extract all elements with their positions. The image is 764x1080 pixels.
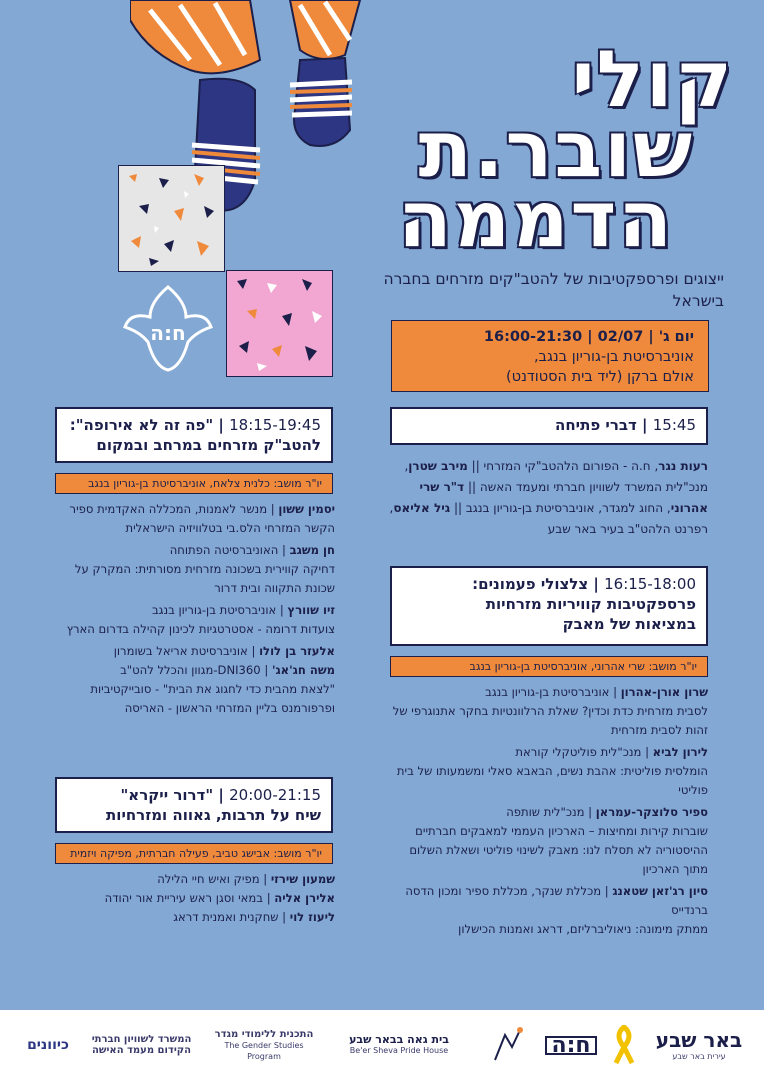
session1-chair: יו"ר מושב: שרי אהרוני, אוניברסיטת בן-גוריון בנגב — [390, 656, 708, 677]
logo-gender-studies: התכנית ללימודי מגדר The Gender Studies Program — [214, 1028, 314, 1061]
hamsa-icon — [120, 282, 216, 372]
logo-ministry: המשרד לשוויון חברתי הקידום מעמד האישה — [91, 1034, 192, 1056]
talk-item: שרון אורן-אהרון | אוניברסיטת בן-גוריון בנגב לסבית מזרחית כדת וכדין? שאלת הרלוונטיות בחקר אתנוגרפי של זהות לסבית מזרחית — [392, 685, 708, 737]
talk-item: שמעון שירזי | מפיק ואיש חיי הלילה — [157, 872, 335, 886]
logo-pride-house: בית גאה בבאר שבע Be'er Sheva Pride House — [349, 1033, 449, 1055]
session3-talks — [55, 870, 335, 927]
session3-time: 20:00-21:15 — [229, 786, 321, 804]
session3-box: 20:00-21:15 | "דרור ייקרא" שיח על תרבות, גאווה ומזרחיות — [55, 777, 333, 833]
talk-item: זיו שוורץ | אוניברסיטת בן-גוריון בנגב צועדות דרומה - אסטרטגיות לכינון קהילה בדרום הארץ — [66, 603, 335, 636]
talk-item: חן משגב | האוניברסיטה הפתוחה דחיקה קווירית בשכונה מזרחית מסורתית: המקרק על שכונת התקווה ובית דרור — [74, 543, 335, 595]
title-line-3: הדממה — [398, 175, 674, 265]
opening-title: דברי פתיחה — [555, 416, 637, 434]
talk-item: אלעזר בן לולו | אוניברסיטת אריאל בשומרון — [113, 644, 335, 658]
session2-time: 18:15-19:45 — [229, 416, 321, 434]
talk-item: משה חג'אג' | DNI360-מגוון והכלל להט"ב "לצאת מהבית כדי לחגוג את הבית" - סובייקטיביות ופרפורמנס בליין המזרחי הראשון - האריסה — [90, 663, 335, 715]
opening-time: 15:45 — [652, 416, 696, 434]
logo-route — [482, 1022, 532, 1068]
talk-item: ספיר סלוצקר-עמראן | מנכ"לית שותפה שוברות קירות ומחיצות – הארכיון העממי למאבקים חברתיים ההיסטוריה לא תסלח לנו: מאבק לשינוי פוליטי ושאלת השלום מתוך הארכיון — [409, 805, 708, 876]
session3-title: "דרור ייקרא" — [120, 786, 214, 804]
event-place-2: אולם ברקן (ליד בית הסטודנט) — [506, 369, 694, 385]
logo-kivunim: כיוונים — [27, 1036, 69, 1053]
session1-title: צלצולי פעמונים: — [472, 575, 589, 593]
title-line-1: קולי — [571, 35, 734, 125]
subtitle: ייצוגים ופרספקטיבות של להטב"קים מזרחים בחברה בישראל — [383, 270, 724, 310]
logo-beer-sheva: באר שבע עירית באר שבע — [655, 1027, 743, 1061]
speaker-name: מירב שטרן — [408, 459, 468, 473]
opening-speakers: רעות נגר, ח.ה - הפורום הלהטב"קי המזרחי || מירב שטרן, מנכ"לית המשרד לשוויון חברתי ומעמד האשה || ד"ר שרי אהרוני, החוג למגדר, אוניברסיטת בן-גוריון בנגב || גיל אליאס, רפרנט הלהט"ב בעיר באר שבע — [389, 459, 708, 536]
event-place-1: אוניברסיטת בן-גוריון בנגב, — [533, 349, 694, 365]
svg-text:ח:ה: ח:ה — [150, 321, 186, 345]
talk-item: סיון רג'זאן שטאנג | מכללת שנקר, מכללת ספיר ומכון הדסה ברנדייס ממתק מימונה: ניאוליברליזם, דראג ואמנות הכישלון — [405, 884, 708, 936]
session1-talks — [388, 683, 708, 942]
title-line-2: שובר.ת — [418, 105, 694, 195]
session2-chair: יו"ר מושב: כלנית צלאח, אוניברסיטת בן-גוריון בנגב — [55, 473, 333, 494]
speaker-name: גיל אליאס — [393, 501, 451, 515]
terrazzo-tile-gray — [118, 165, 225, 272]
talk-item: יסמין ששון | מנשר לאמנות, המכללה האקדמית ספיר הקשר המזרחי הלס.בי בטלוויזיה הישראלית — [69, 502, 335, 535]
session3-chair: יו"ר מושב: אבישג טביב, פעילה חברתית, מפיקה ויזמית — [55, 843, 333, 864]
event-date-time: יום ג' | 02/07 | 16:00-21:30 — [483, 329, 694, 345]
talk-item: אלירן אליה | במאי וסגן ראש עיריית אור יהודה — [104, 891, 335, 905]
ribbon-icon — [609, 1022, 639, 1068]
talk-item: ליעוז לוי | שחקנית ואמנית דראג — [173, 910, 335, 924]
footer-logos — [0, 1010, 764, 1080]
session2-box: 18:15-19:45 | "פה זה לא אירופה": להטב"ק מזרחים במרחב ובמקום — [55, 407, 333, 463]
logo-hh: ח:ה — [546, 1022, 596, 1068]
speaker-name: רעות נגר — [658, 459, 708, 473]
session1-time: 16:15-18:00 — [604, 575, 696, 593]
terrazzo-tile-pink — [226, 270, 333, 377]
session1-box: 16:15-18:00 | צלצולי פעמונים: פרספקטיבות קוויריות מזרחיות במציאות של מאבק — [390, 566, 708, 646]
speaker-name: ד"ר שרי אהרוני — [419, 480, 708, 515]
talk-item: לירון לביא | מנכ"לית פוליטקלי קוראת הומלסית פוליטית: אהבת נשים, הבאבא סאלי ומשמעותו של בית פוליטי — [396, 745, 708, 797]
opening-box: 15:45 | דברי פתיחה — [390, 407, 708, 445]
session2-title: "פה זה לא אירופה": — [69, 416, 214, 434]
event-info — [391, 320, 709, 392]
session2-talks — [55, 500, 335, 721]
